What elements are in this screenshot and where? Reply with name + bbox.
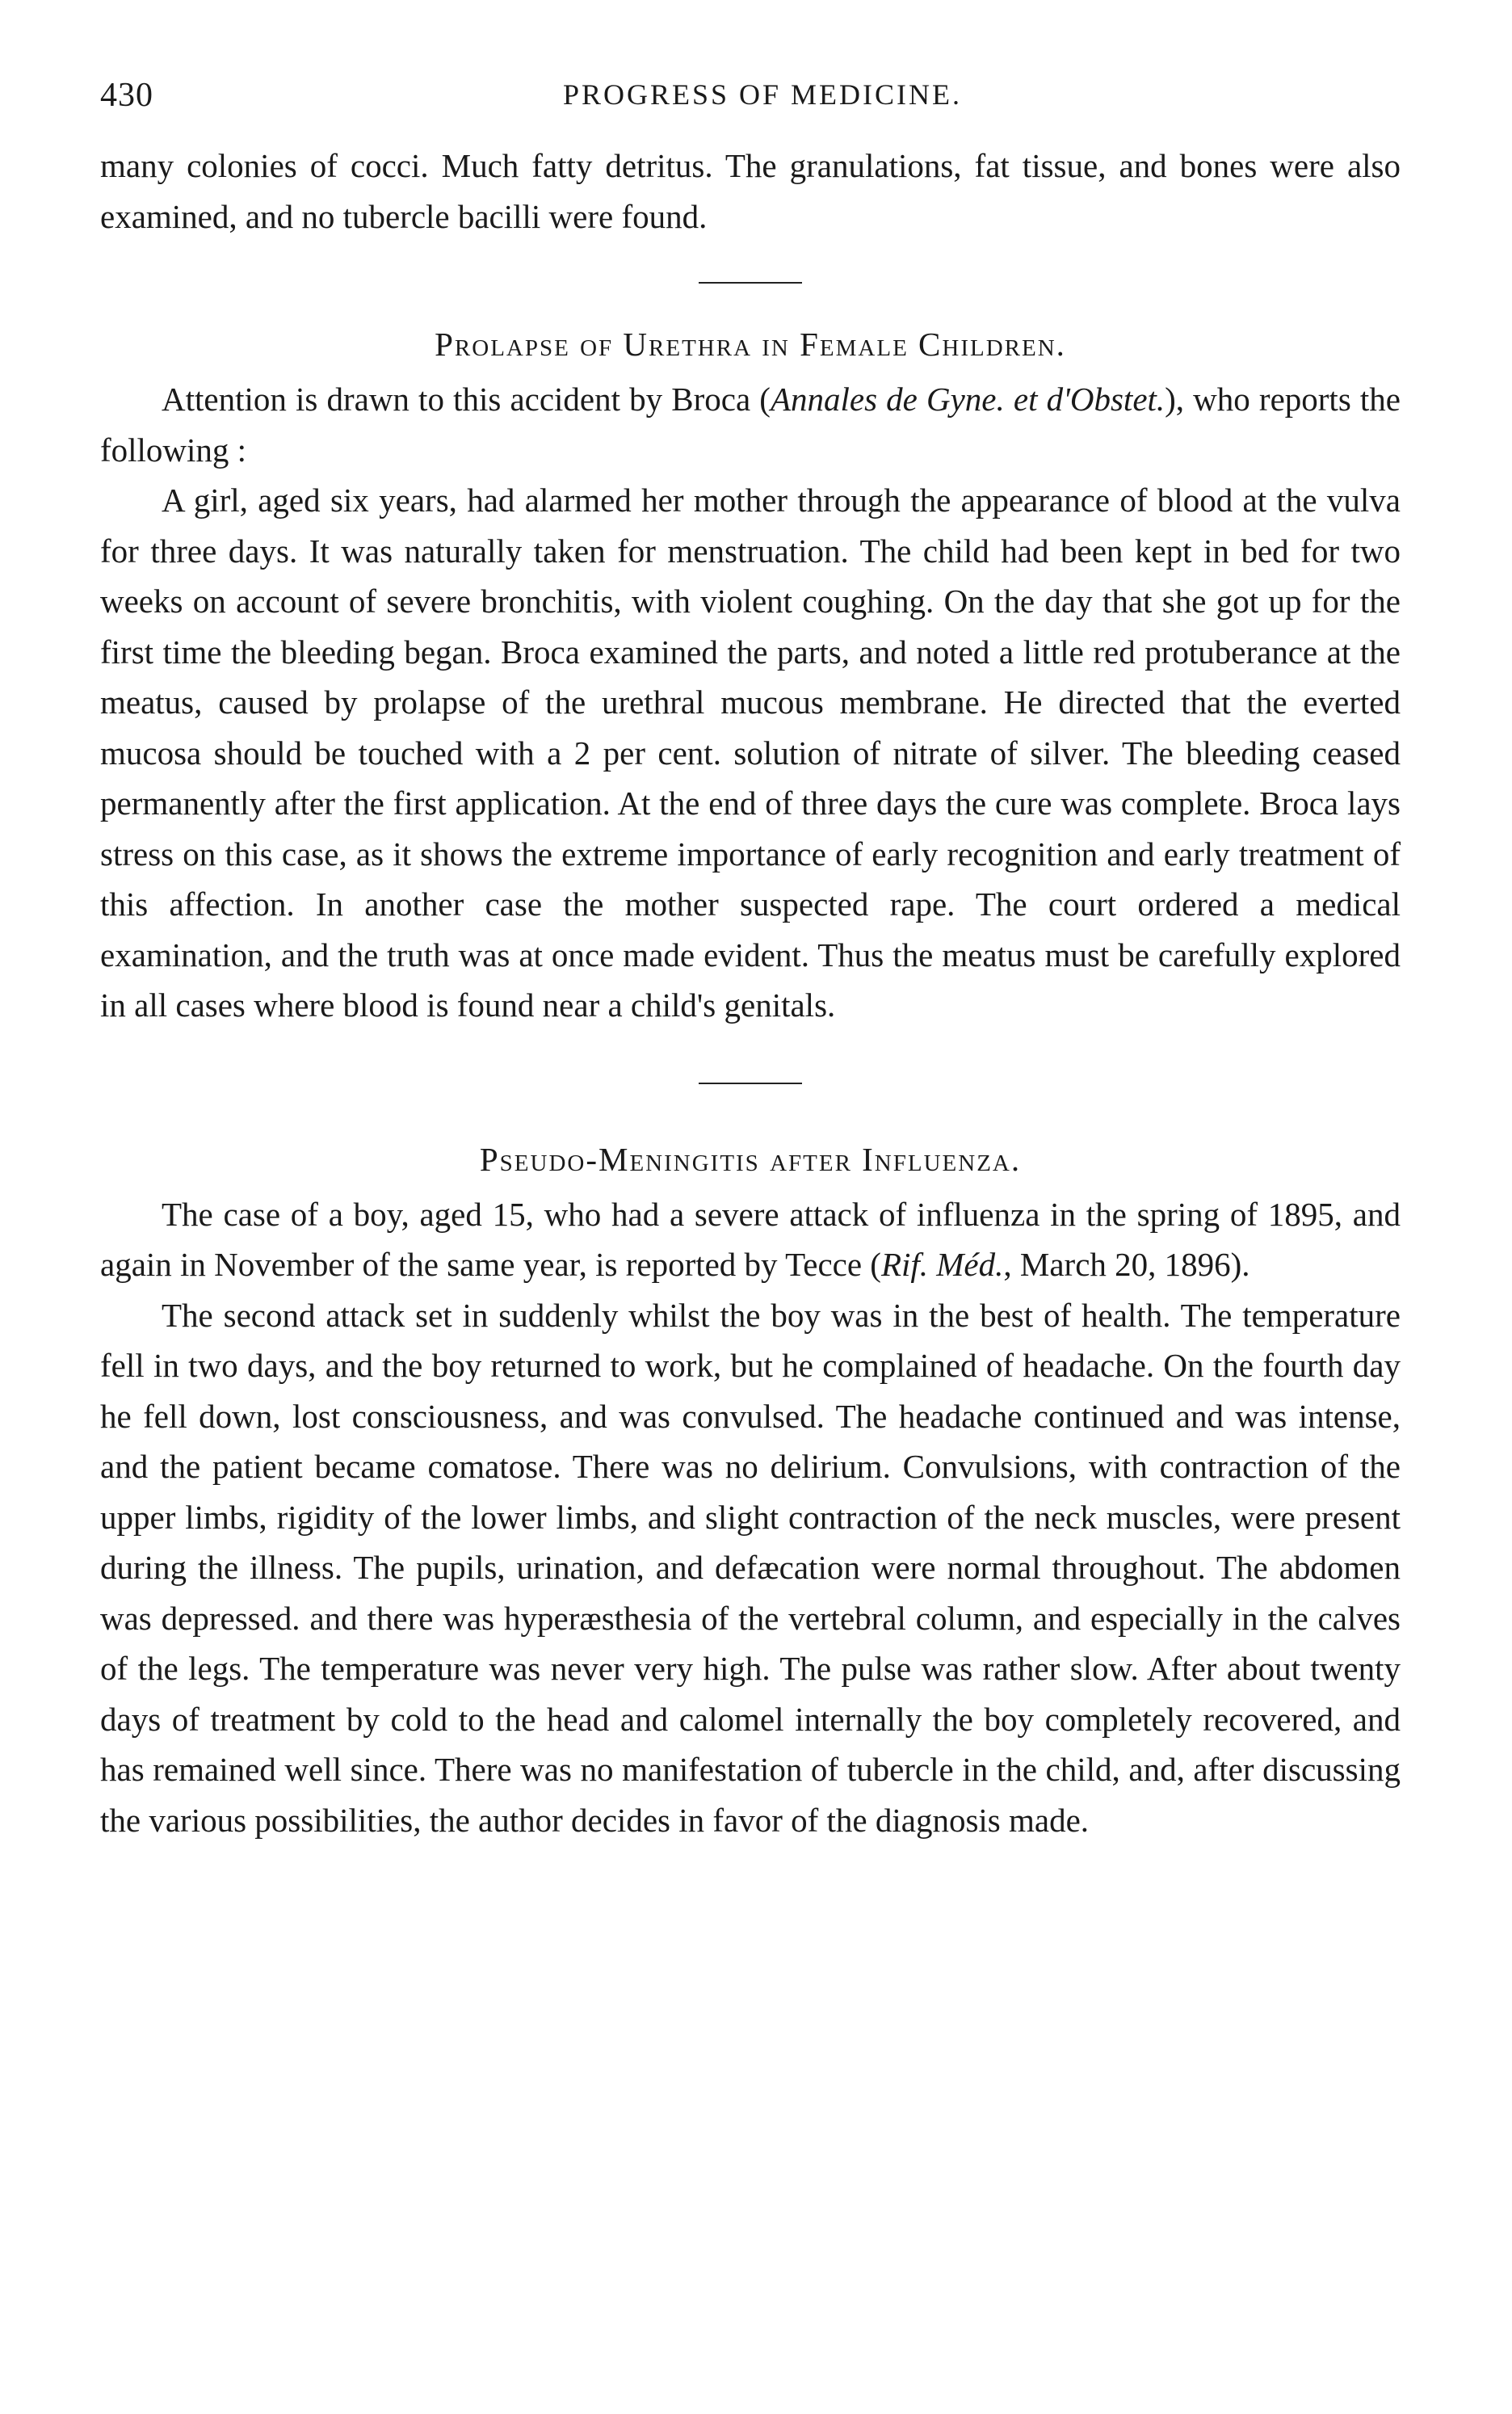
page-number: 430 bbox=[100, 77, 153, 114]
case-paragraph-pseudo-meningitis: The second attack set in suddenly whilst the boy was in the best of health. The temperature fell in two days, and the boy returned to work, but he complained of headache. On the fourth day he fell down, lost consciousness, and was convulsed. The headache continued and was intense, and the patient became comatose. There was no delirium. Convulsions, with contraction of the upper limbs, rigidity of the lower limbs, and slight contraction of the neck muscles, were present during the illness. The pupils, urination, and defæcation were normal throughout. The abdomen was depressed. and there was hyperæsthesia of the vertebral column, and especially in the calves of the legs. The temperature was never very high. The pulse was rather slow. After about twenty days of treatment by cold to the head and calomel internally the boy completely recovered, and has remained well since. There was no manifestation of tubercle in the child, and, after discussing the various possibilities, the author decides in favor of the diagnosis made. bbox=[100, 1296, 1401, 1839]
section-heading-prolapse: Prolapse of Urethra in Female Children. bbox=[435, 326, 1066, 363]
section-divider bbox=[699, 1083, 802, 1084]
intro-text: , March 20, 1896). bbox=[1003, 1246, 1250, 1283]
section-heading-pseudo-meningitis: Pseudo-Meningitis after Influenza. bbox=[479, 1140, 1022, 1178]
section-intro-prolapse bbox=[100, 374, 1401, 475]
intro-text: The case of a boy, aged 15, who had a severe attack of influenza in the spring of 1895, and again in November of the same year, is reported by Tecce ( bbox=[100, 1195, 1401, 1283]
journal-citation: Annales de Gyne. et d'Obstet. bbox=[770, 381, 1166, 418]
intro-text: ), who reports the following : bbox=[100, 381, 1401, 469]
running-head bbox=[100, 74, 1401, 123]
intro-text: Attention is drawn to this accident by Broca ( bbox=[162, 381, 771, 418]
continuation-paragraph: many colonies of cocci. Much fatty detritus. The granulations, fat tissue, and bones were also examined, and no tubercle bacilli were found. bbox=[100, 147, 1401, 235]
section-intro-pseudo-meningitis bbox=[100, 1189, 1401, 1290]
running-title: PROGRESS OF MEDICINE. bbox=[562, 78, 963, 111]
section-divider bbox=[699, 282, 802, 284]
journal-citation: Rif. Méd. bbox=[880, 1246, 1004, 1283]
case-paragraph-prolapse: A girl, aged six years, had alarmed her mother through the appearance of blood at the vulva for three days. It was naturally taken for menstruation. The child had been kept in bed for two weeks on account of severe bronchitis, with violent coughing. On the day that she got up for the first time the bleeding began. Broca examined the parts, and noted a little red protuberance at the meatus, caused by prolapse of the urethral mucous membrane. He directed that the everted mucosa should be touched with a 2 per cent. solution of nitrate of silver. The bleeding ceased permanently after the first application. At the end of three days the cure was complete. Broca lays stress on this case, as it shows the extreme importance of early recognition and early treatment of this affection. In another case the mother suspected rape. The court ordered a medical examination, and the truth was at once made evident. Thus the meatus must be carefully explored in all cases where blood is found near a child's genitals. bbox=[100, 482, 1401, 1024]
book-page bbox=[100, 74, 1401, 1845]
